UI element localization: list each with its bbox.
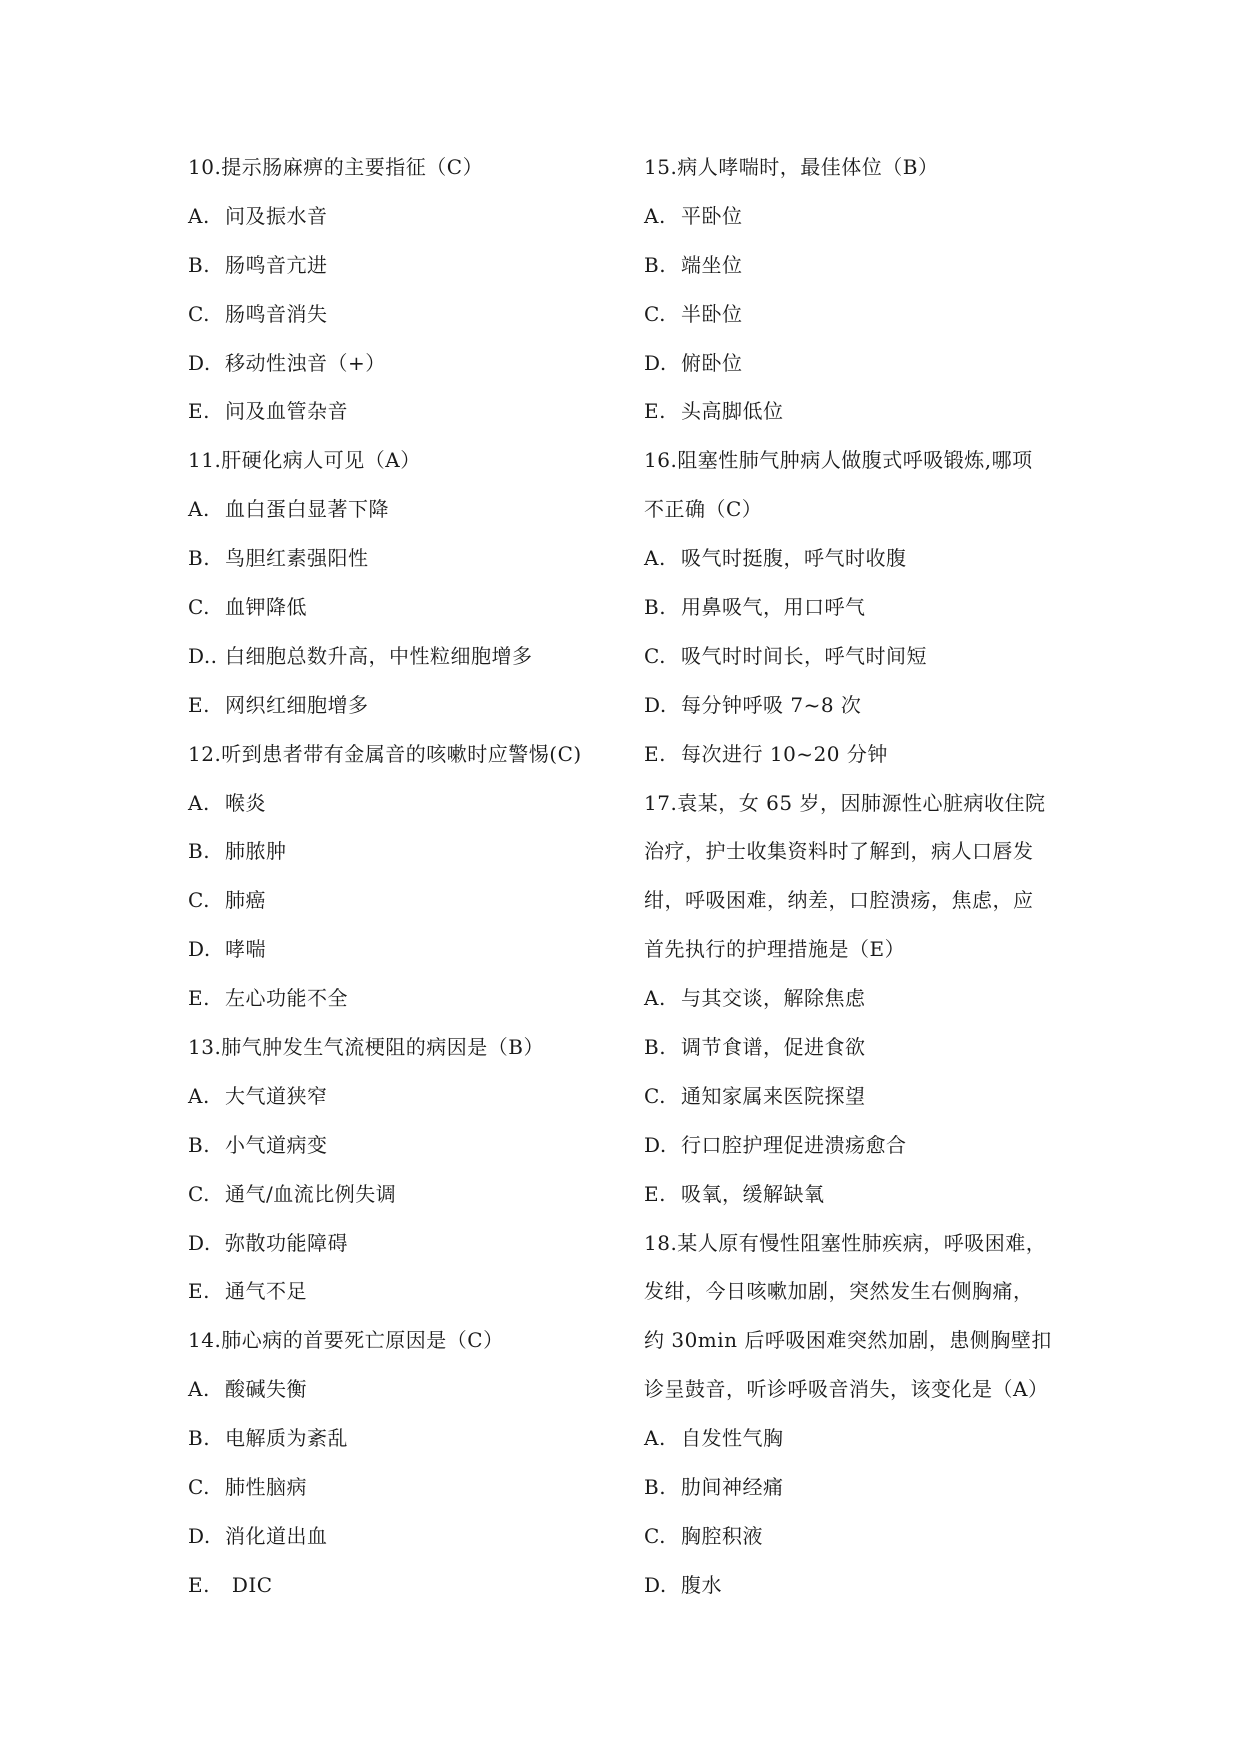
answer-option [188,885,628,934]
option-text: 肠鸣音亢进 [225,252,328,277]
option-letter: B. [188,839,211,864]
option-letter: E. [644,1181,666,1206]
option-letter: B. [188,252,211,277]
answer-option [188,1130,628,1179]
option-text: 吸气时时间长，呼气时间短 [681,643,927,668]
option-text: 哮喘 [225,937,266,962]
option-text: 移动性浊音（+） [225,350,386,375]
answer-option [188,788,628,837]
answer-option [188,1570,628,1619]
option-text: 左心功能不全 [225,986,348,1011]
question-text: 发绀，今日咳嗽加剧，突然发生右侧胸痛， [644,1279,1034,1304]
answer-option [644,250,1064,299]
option-letter: B. [644,595,667,620]
option-letter: A. [188,790,210,815]
option-text: 消化道出血 [225,1523,328,1548]
question-text: 约 30min 后呼吸困难突然加剧，患侧胸壁扣 [644,1328,1052,1353]
answer-option [644,983,1064,1032]
answer-option [644,201,1064,250]
option-text: 问及振水音 [225,203,328,228]
option-letter: D. [188,937,211,962]
option-text: 通气/血流比例失调 [225,1181,397,1206]
option-text: 行口腔护理促进溃疡愈合 [681,1132,907,1157]
option-letter: A. [644,986,666,1011]
option-text: 电解质为紊乱 [225,1426,348,1451]
answer-option [188,836,628,885]
option-text: 酸碱失衡 [225,1377,307,1402]
option-text: 每分钟呼吸 7~8 次 [681,692,862,717]
option-letter: B. [644,252,667,277]
answer-option [644,543,1064,592]
option-text: 每次进行 10~20 分钟 [681,741,888,766]
option-text: 肠鸣音消失 [225,301,328,326]
option-text: 通知家属来医院探望 [681,1083,866,1108]
option-letter: D. [188,350,211,375]
option-letter: A. [644,1426,666,1451]
option-text: 肺癌 [225,888,266,913]
answer-option [188,1081,628,1130]
question-text: 首先执行的护理措施是（E） [644,937,906,962]
option-letter: A. [188,1377,210,1402]
answer-option [188,641,628,690]
option-letter: B. [644,1475,667,1500]
option-letter: A. [188,497,210,522]
answer-option [188,983,628,1032]
option-letter: E. [188,692,210,717]
left-column [188,152,628,1619]
option-letter: C. [644,643,666,668]
answer-option [644,1032,1064,1081]
option-letter: D. [644,1572,667,1597]
question-text: 绀，呼吸困难，纳差，口腔溃疡，焦虑，应 [644,888,1034,913]
option-letter: C. [188,1475,210,1500]
option-letter: D. [188,1230,211,1255]
option-text: 鸟胆红素强阳性 [225,546,369,571]
answer-option [644,690,1064,739]
answer-option [644,1081,1064,1130]
option-text: 喉炎 [225,790,266,815]
question-text: 不正确（C） [644,497,763,522]
option-text: 肋间神经痛 [681,1475,784,1500]
option-letter: A. [644,203,666,228]
option-text: 吸气时挺腹，呼气时收腹 [681,546,907,571]
answer-option [188,1276,628,1325]
right-column [644,152,1064,1619]
option-letter: A. [644,546,666,571]
answer-option [644,592,1064,641]
option-text: 半卧位 [681,301,743,326]
option-letter: A. [188,1083,210,1108]
answer-option [188,1228,628,1277]
answer-option [188,1472,628,1521]
option-text: 大气道狭窄 [225,1083,328,1108]
question-text: 18.某人原有慢性阻塞性肺疾病，呼吸困难， [644,1230,1047,1255]
option-text: 问及血管杂音 [225,399,348,424]
option-letter: B. [188,546,211,571]
option-letter: D. [644,692,667,717]
option-text: 白细胞总数升高，中性粒细胞增多 [225,643,533,668]
option-letter: B. [644,1035,667,1060]
option-letter: E. [188,399,210,424]
answer-option [188,690,628,739]
option-text: 吸氧，缓解缺氧 [681,1181,825,1206]
question-text: 12.听到患者带有金属音的咳嗽时应警惕(C) [188,741,582,766]
option-text: 自发性气胸 [681,1426,784,1451]
question-text: 10.提示肠麻痹的主要指征（C） [188,155,484,179]
answer-option [644,299,1064,348]
answer-option [188,396,628,445]
answer-option [644,1423,1064,1472]
answer-option [188,201,628,250]
option-text: 与其交谈，解除焦虑 [681,986,866,1011]
option-text: 血白蛋白显著下降 [225,497,389,522]
answer-option [188,1179,628,1228]
answer-option [644,1570,1064,1619]
option-text: 血钾降低 [225,595,307,620]
answer-option [644,1472,1064,1521]
answer-option [188,494,628,543]
option-letter: C. [188,888,210,913]
answer-option [644,1130,1064,1179]
option-letter: C. [644,1083,666,1108]
option-letter: D.. [188,643,218,668]
question-text: 14.肺心病的首要死亡原因是（C） [188,1328,504,1353]
question-text: 诊呈鼓音，听诊呼吸音消失，该变化是（A） [644,1377,1049,1402]
question-text: 15.病人哮喘时，最佳体位（B） [644,155,939,179]
option-text: 弥散功能障碍 [225,1230,348,1255]
option-text: 端坐位 [681,252,743,277]
option-text: 通气不足 [225,1279,307,1304]
answer-option [188,1423,628,1472]
option-text: 用鼻吸气，用口呼气 [681,595,866,620]
option-text: 俯卧位 [681,350,743,375]
answer-option [188,592,628,641]
option-text: 小气道病变 [225,1132,328,1157]
answer-option [188,934,628,983]
option-text: 网织红细胞增多 [225,692,369,717]
option-letter: A. [188,203,210,228]
answer-option [644,1521,1064,1570]
question-text: 16.阻塞性肺气肿病人做腹式呼吸锻炼,哪项 [644,448,1033,473]
option-letter: E. [188,1572,210,1597]
option-text: 头高脚低位 [681,399,784,424]
option-letter: C. [644,301,666,326]
option-text: 肺脓肿 [225,839,287,864]
answer-option [188,543,628,592]
question-text: 治疗，护士收集资料时了解到，病人口唇发 [644,839,1034,864]
option-text: 胸腔积液 [681,1523,763,1548]
option-letter: C. [188,1181,210,1206]
question-text: 11.肝硬化病人可见（A） [188,448,421,473]
option-letter: E. [188,986,210,1011]
option-letter: E. [188,1279,210,1304]
answer-option [644,396,1064,445]
option-letter: D. [188,1523,211,1548]
answer-option [644,348,1064,397]
answer-option [188,1521,628,1570]
question-text: 17.袁某，女 65 岁，因肺源性心脏病收住院 [644,790,1046,815]
option-text: 平卧位 [681,203,743,228]
option-letter: E. [644,399,666,424]
option-letter: B. [188,1132,211,1157]
answer-option [644,1179,1064,1228]
answer-option [188,250,628,299]
question-text: 13.肺气肿发生气流梗阻的病因是（B） [188,1035,545,1060]
answer-option [188,299,628,348]
option-letter: B. [188,1426,211,1451]
option-letter: C. [644,1523,666,1548]
option-letter: C. [188,301,210,326]
answer-option [644,739,1064,788]
option-text: 腹水 [681,1572,722,1597]
option-text: DIC [225,1572,273,1597]
answer-option [188,1374,628,1423]
option-letter: D. [644,350,667,375]
option-text: 肺性脑病 [225,1475,307,1500]
option-text: 调节食谱，促进食欲 [681,1035,866,1060]
answer-option [644,641,1064,690]
option-letter: E. [644,741,666,766]
option-letter: D. [644,1132,667,1157]
option-letter: C. [188,595,210,620]
answer-option [188,348,628,397]
